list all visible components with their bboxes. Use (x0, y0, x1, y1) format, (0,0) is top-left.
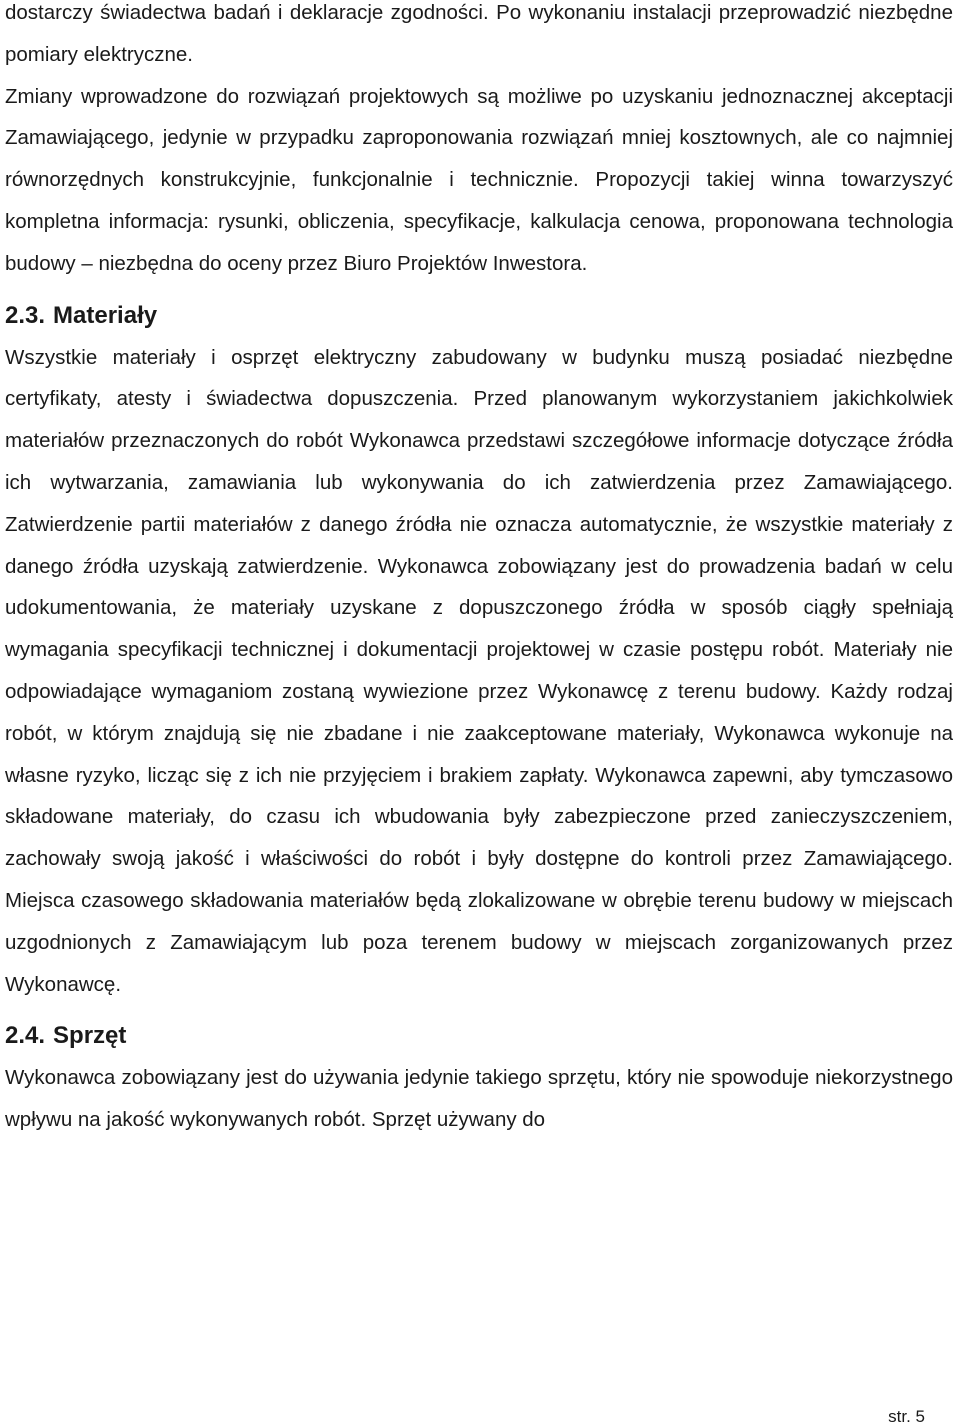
paragraph-equipment: Wykonawca zobowiązany jest do używania jedynie takiego sprzętu, który nie spowoduje niekorzystnego wpływu na jakość wykonywanych robót. Sprzęt używany do (5, 1066, 953, 1132)
section-number: 2.4. (5, 1022, 46, 1050)
paragraph-fragment-top: dostarczy świadectwa badań i deklaracje zgodności. Po wykonaniu instalacji przeprowadzić niezbędne pomiary elektryczne. (5, 1, 953, 66)
section-title: Materiały (53, 301, 158, 329)
section-title: Sprzęt (53, 1022, 127, 1050)
section-number: 2.3. (5, 301, 46, 329)
paragraph-materials: Wszystkie materiały i osprzęt elektryczny zabudowany w budynku muszą posiadać niezbędne certyfikaty, atesty i świadectwa dopuszczenia. Przed planowanym wykorzystaniem jakichkolwiek materiałów przeznaczonych do robót Wykonawca przedstawi szczegółowe informacje dotyczące źródła ich wytwarzania, zamawiania lub wykonywania do ich zatwierdzenia przez Zamawiającego. Zatwierdzenie partii materiałów z danego źródła nie oznacza automatycznie, że wszystkie materiały z danego źródła uzyskają zatwierdzenie. Wykonawca zobowiązany jest do prowadzenia badań w celu udokumentowania, że materiały uzyskane z dopuszczonego źródła w sposób ciągły spełniają wymagania specyfikacji technicznej i dokumentacji projektowej w czasie postępu robót. Materiały nie odpowiadające wymaganiom zostaną wywiezione przez Wykonawcę z terenu budowy. Każdy rodzaj robót, w którym znajdują się nie zbadane i nie zaakceptowane materiały, Wykonawca wykonuje na własne ryzyko, licząc się z ich nie przyjęciem i brakiem zapłaty. Wykonawca zapewni, aby tymczasowo składowane materiały, do czasu ich wbudowania były zabezpieczone przed zanieczyszczeniem, zachowały swoją jakość i właściwości do robót i były dostępne do kontroli przez Zamawiającego. Miejsca czasowego składowania materiałów będą zlokalizowane w obrębie terenu budowy w miejscach uzgodnionych z Zamawiającym lub poza terenem budowy w miejscach zorganizowanych przez Wykonawcę. (5, 345, 953, 996)
section-heading-equipment (5, 1016, 953, 1056)
document-page (5, 0, 953, 1141)
page-number: str. 5 (888, 1407, 925, 1426)
section-heading-materials (5, 296, 953, 336)
paragraph-design-changes: Zmiany wprowadzone do rozwiązań projektowych są możliwe po uzyskaniu jednoznacznej akceptacji Zamawiającego, jedynie w przypadku zaproponowania rozwiązań mniej kosztownych, ale co najmniej równorzędnych konstrukcyjnie, funkcjonalnie i technicznie. Propozycji takiej winna towarzyszyć kompletna informacja: rysunki, obliczenia, specyfikacje, kalkulacja cenowa, proponowana technologia budowy – niezbędna do oceny przez Biuro Projektów Inwestora. (5, 84, 953, 275)
